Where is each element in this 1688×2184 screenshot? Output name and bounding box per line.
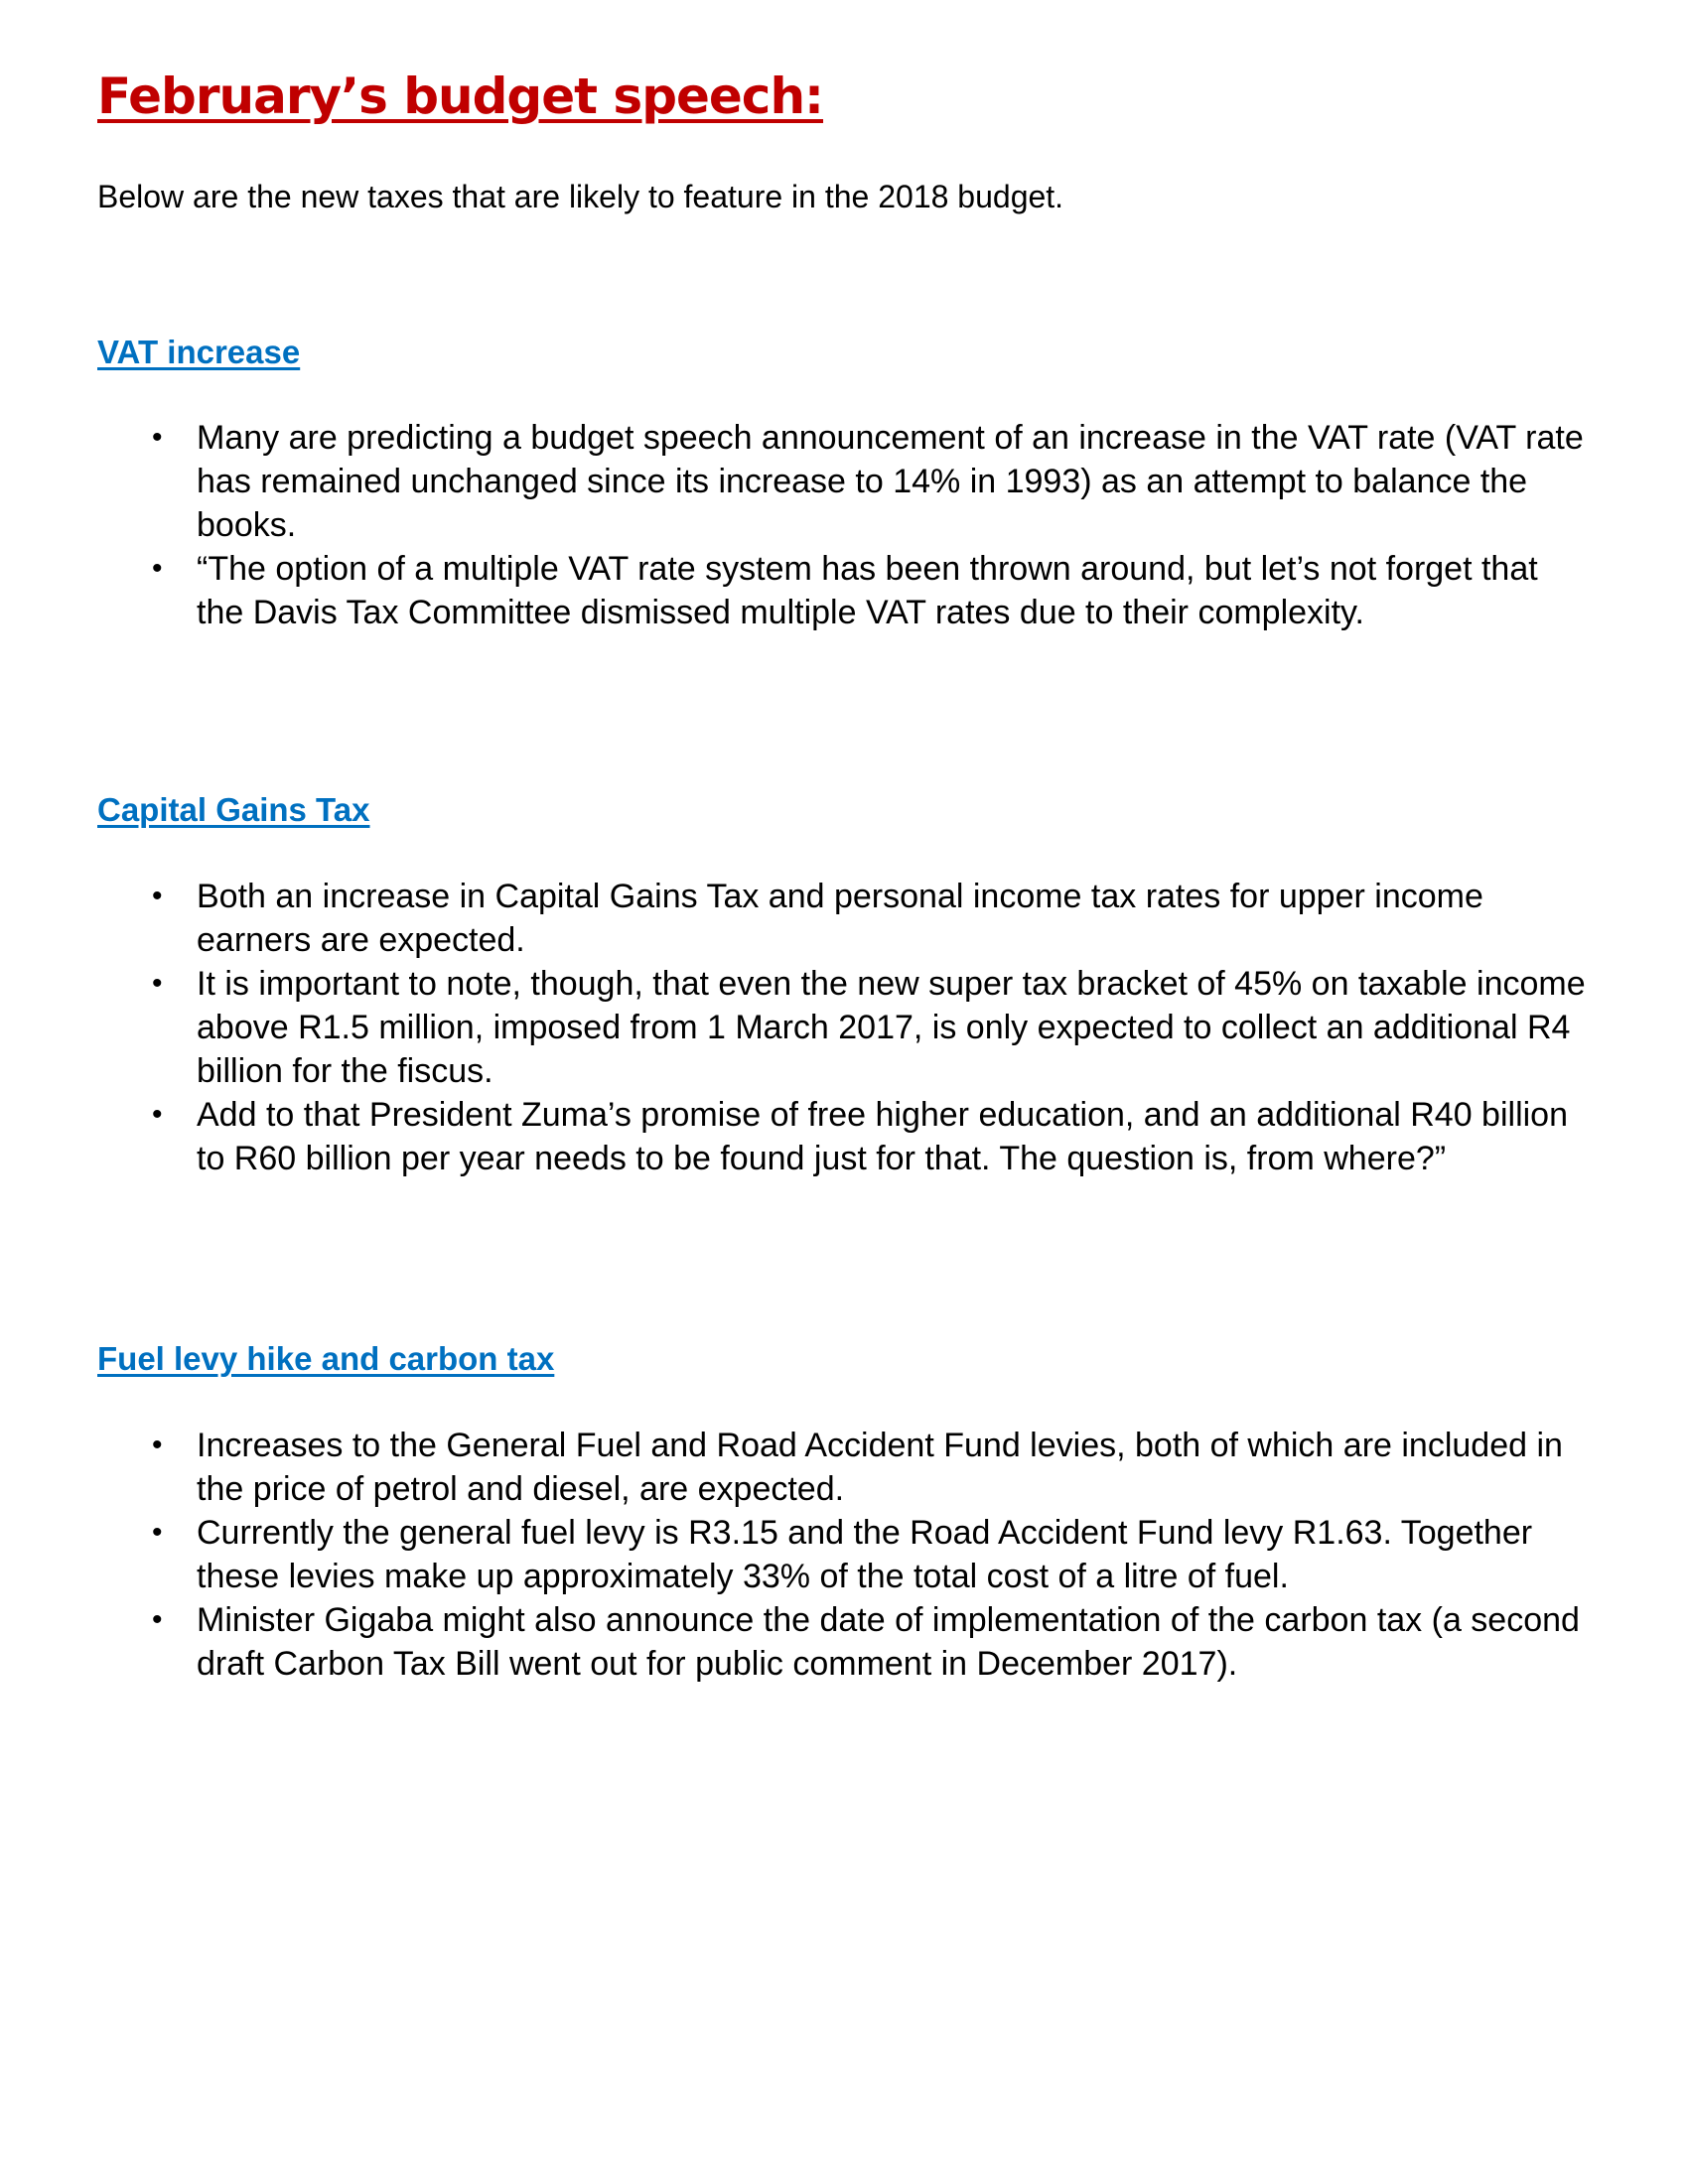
bullet-icon: • bbox=[152, 967, 163, 1000]
list-item-text: Minister Gigaba might also announce the date of implementation of the carbon tax (a second draft Carbon Tax Bill went out for public comment in December 2017). bbox=[197, 1601, 1580, 1683]
bullet-icon: • bbox=[152, 1603, 163, 1636]
list-item bbox=[97, 416, 1587, 547]
list-item-text: Both an increase in Capital Gains Tax and personal income tax rates for upper income earners are expected. bbox=[197, 878, 1483, 959]
list-item-text: Increases to the General Fuel and Road Accident Fund levies, both of which are included in the price of petrol and diesel, are expected. bbox=[197, 1427, 1563, 1508]
list-item bbox=[97, 875, 1587, 962]
list-item-text: Many are predicting a budget speech announcement of an increase in the VAT rate (VAT rate has remained unchanged since its increase to 14% in 1993) as an attempt to balance the books. bbox=[197, 419, 1584, 544]
bullet-list-fuel-levy-carbon-tax bbox=[97, 1424, 1587, 1686]
list-item bbox=[97, 1424, 1587, 1511]
bullet-list-capital-gains-tax bbox=[97, 875, 1587, 1180]
list-item bbox=[97, 1511, 1587, 1598]
bullet-icon: • bbox=[152, 552, 163, 585]
list-item bbox=[97, 962, 1587, 1093]
list-item bbox=[97, 1093, 1587, 1180]
page-title: February’s budget speech: bbox=[97, 68, 824, 125]
list-item-text: Currently the general fuel levy is R3.15 and the Road Accident Fund levy R1.63. Together these levies make up approximately 33% of the total cost of a litre of fuel. bbox=[197, 1514, 1533, 1595]
list-item bbox=[97, 1598, 1587, 1686]
list-item-text: “The option of a multiple VAT rate system has been thrown around, but let’s not forget that the Davis Tax Committee dismissed multiple VAT rates due to their complexity. bbox=[197, 550, 1538, 631]
bullet-icon: • bbox=[152, 1516, 163, 1549]
section-heading-capital-gains-tax[interactable]: Capital Gains Tax bbox=[97, 791, 370, 828]
bullet-icon: • bbox=[152, 1098, 163, 1131]
list-item-text: Add to that President Zuma’s promise of free higher education, and an additional R40 billion to R60 billion per year needs to be found just for that. The question is, from where?” bbox=[197, 1096, 1569, 1177]
bullet-icon: • bbox=[152, 1429, 163, 1461]
list-item-text: It is important to note, though, that even the new super tax bracket of 45% on taxable income above R1.5 million, imposed from 1 March 2017, is only expected to collect an additional R4 billion for the fiscus. bbox=[197, 965, 1586, 1090]
section-heading-vat-increase[interactable]: VAT increase bbox=[97, 334, 301, 370]
bullet-list-vat-increase bbox=[97, 416, 1587, 634]
list-item bbox=[97, 547, 1587, 634]
bullet-icon: • bbox=[152, 880, 163, 912]
bullet-icon: • bbox=[152, 421, 163, 454]
section-heading-fuel-levy-carbon-tax[interactable]: Fuel levy hike and carbon tax bbox=[97, 1340, 555, 1377]
intro-text: Below are the new taxes that are likely to feature in the 2018 budget. bbox=[97, 179, 1064, 214]
